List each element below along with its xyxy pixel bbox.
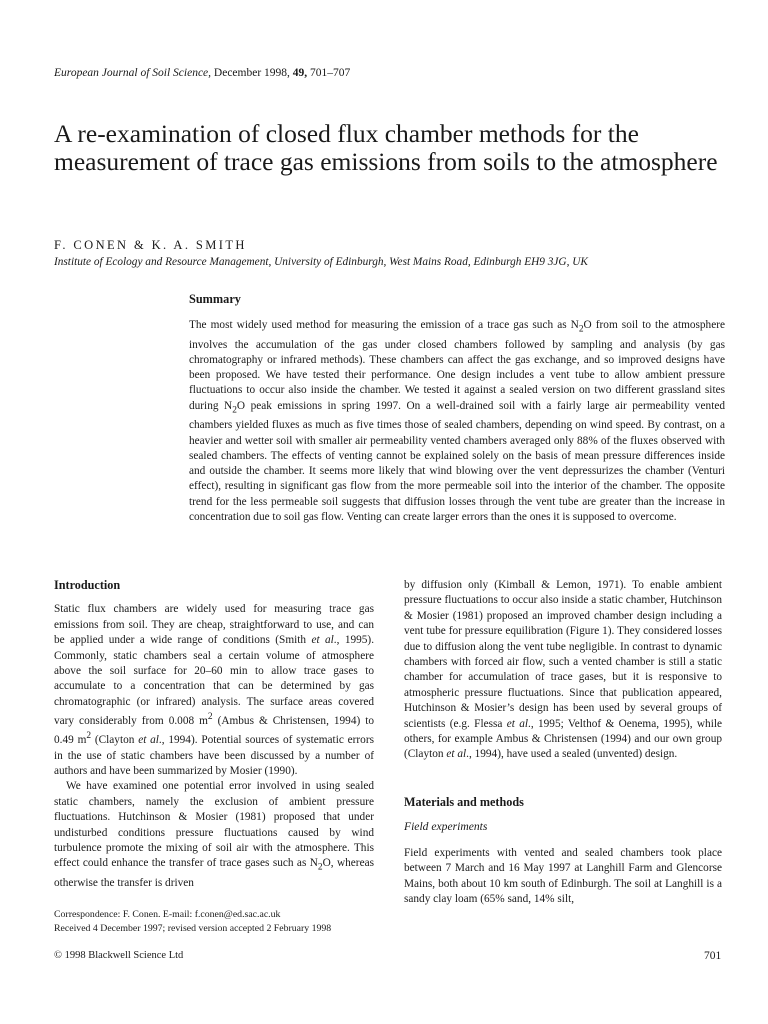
authors: F. CONEN & K. A. SMITH	[54, 238, 247, 252]
summary-heading: Summary	[189, 292, 241, 306]
methods-paragraph-1: Field experiments with vented and sealed chambers took place between 7 March and 16 May 1997 at Langhill Farm and Glencorse Mains, both about 10 km south of Edinburgh. The soil at Langhill is a sandy clay loam (65% sand, 14% silt,	[404, 846, 722, 905]
page-range: 701–707	[307, 67, 351, 79]
received-note: Received 4 December 1997; revised version accepted 2 February 1998	[54, 922, 332, 934]
affiliation: Institute of Ecology and Resource Management, University of Edinburgh, West Mains Road, Edinburgh EH9 3JG, UK	[54, 256, 588, 268]
footnote	[54, 908, 374, 935]
summary-text: The most widely used method for measuring the emission of a trace gas such as $N_2O$ from soil to the atmosphere involves the accumulation of the gas under closed chambers followed by sampling and analysis (by gas chromatography or infrared methods). These chambers can affect the gas exchange, and so improved designs have been proposed. We have tested their performance. One design includes a vent tube to allow ambient pressure fluctuations to occur also inside the chamber. We tested it against a sealed version on two different grassland sites during $N_2O$ peak emissions in spring 1997. On a well-drained soil with a fairly large air permeability vented chambers yielded fluxes as much as five times those of sealed chambers, depending on wind speed. By contrast, on a heavier and wetter soil with smaller air permeability vented chambers averaged only 88% of the fluxes observed with sealed chambers. The effects of venting cannot be explained solely on the basis of mean pressure differences inside and outside the chamber. It seems more likely that wind blowing over the vent depressurizes the chamber (Venturi effect), resulting in significant gas flow from the more permeable soil into the interior of the chamber. The opposite trend for the less permeable soil suggests that diffusion losses through the vent tube are greater than the increase in concentration due to soil gas flow. Venting can create larger errors than the ones it is supposed to overcome.	[189, 319, 726, 524]
article-title: A re-examination of closed flux chamber methods for the measurement of trace gas emissions from soils to the atmosphere	[54, 119, 718, 176]
issue-date: December 1998,	[211, 67, 293, 79]
intro-paragraph-1: Static flux chambers are widely used for measuring trace gas emissions from soil. They are cheap, straightforward to use, and can be applied under a wide range of conditions (Smith et al., 1995). Commonly, static chambers seal a certain volume of atmosphere above the soil surface for 20–60 min to allow trace gases to accumulate to a concentration that can be determined by gas chromatographic (or infrared) analysis. The surface areas covered vary considerably from 0.008 $m^2$ (Ambus & Christensen, 1994) to 0.49 $m^2$ (Clayton et al., 1994). Potential sources of systematic errors in the use of static chambers have been discussed by a number of authors and have been summarized by Mosier (1990).	[54, 603, 375, 777]
right-column	[404, 578, 722, 907]
methods-heading: Materials and methods	[404, 794, 524, 809]
page-number: 701	[704, 950, 722, 962]
journal-citation	[54, 67, 350, 79]
intro-paragraph-3: by diffusion only (Kimball & Lemon, 1971). To enable ambient pressure fluctuations to occur also inside a static chamber, Hutchinson & Mosier (1981) proposed an improved chamber design including a vent tube for pressure equilibration (Figure 1). They considered losses due to diffusion along the vent tube negligible. In contrast to dynamic chambers with forced air flow, such a vented chamber is still a static chamber for accumulation of trace gases, but it is responsive to atmospheric pressure fluctuations. Since that publication appeared, Hutchinson & Mosier’s design has been used by several groups of scientists (e.g. Flessa et al., 1995; Velthof & Oenema, 1995), while others, for example Ambus & Christensen (1994) and our own group (Clayton et al., 1994), have used a sealed (unvented) design.	[404, 579, 723, 761]
left-column	[54, 578, 374, 892]
journal-name: European Journal of Soil Science,	[54, 67, 212, 79]
intro-paragraph-2: We have examined one potential error involved in using sealed static chambers, namely the exclusion of ambient pressure fluctuations. Hutchinson & Mosier (1981) proposed that under undisturbed conditions pressure fluctuations caused by wind turbulence promote the mixing of soil air with the atmosphere. This effect could enhance the transfer of trace gases such as $N_2O$, whereas otherwise the transfer is driven	[54, 780, 374, 890]
copyright-notice: © 1998 Blackwell Science Ltd	[54, 950, 184, 961]
correspondence-note: Correspondence: F. Conen. E-mail: f.conen@ed.sac.ac.uk	[54, 909, 281, 920]
introduction-heading: Introduction	[54, 578, 121, 592]
field-experiments-heading: Field experiments	[404, 820, 488, 834]
volume-number: 49,	[292, 67, 308, 79]
